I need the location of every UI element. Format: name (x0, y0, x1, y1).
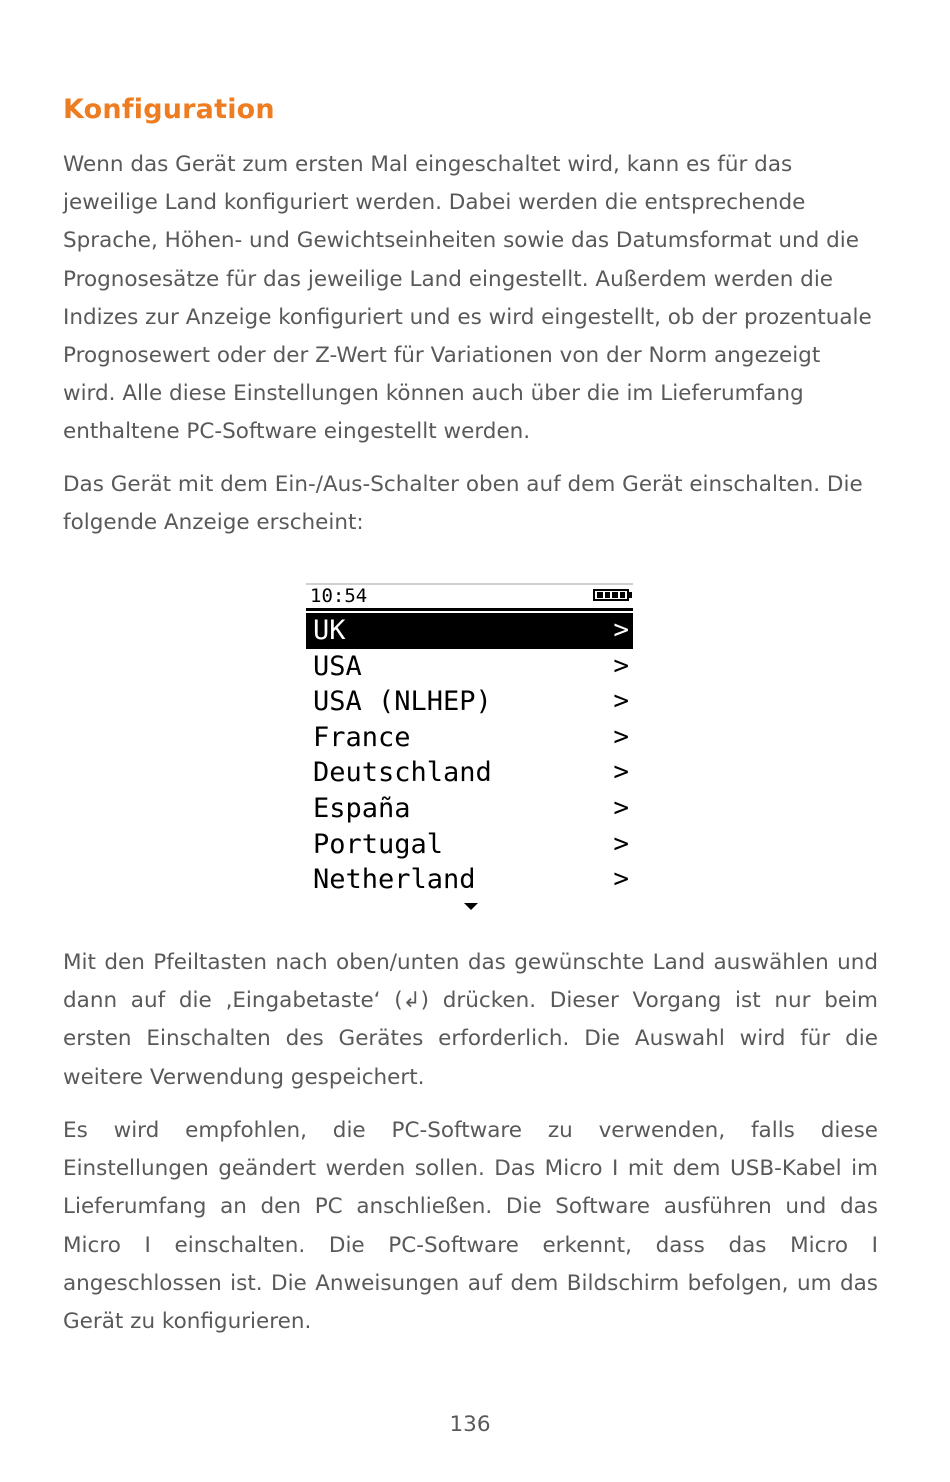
pc-software-paragraph: Es wird empfohlen, die PC-Software zu verwenden, falls diese Einstellungen geändert werden sollen. Das Micro I mit dem USB-Kabel im Lieferumfang an den PC anschließen. Die Software ausführen und das Micro I einschalten. Die PC-Software erkennt, dass das Micro I angeschlossen ist. Die Anweisungen auf dem Bildschirm befolgen, um das Gerät zu konfigurieren. (63, 1118, 878, 1335)
selection-instructions-paragraph (63, 944, 878, 1097)
country-menu-item[interactable] (306, 755, 633, 791)
scroll-down-arrow-icon (464, 903, 478, 910)
country-name: Deutschland (313, 757, 492, 789)
page-number: 136 (449, 1412, 491, 1437)
country-menu-item[interactable] (306, 613, 633, 649)
clock-display: 10:54 (310, 585, 368, 607)
chevron-right-icon: > (613, 721, 629, 752)
chevron-right-icon: > (613, 828, 629, 859)
instructions-text-end: ) drücken. Dieser Vorgang ist nur beim ersten Einschalten des Gerätes erforderlich. Die Auswahl wird für die weitere Verwendung gespeichert. (63, 988, 878, 1090)
country-name: UK (313, 615, 346, 646)
country-menu-item[interactable] (306, 827, 633, 863)
country-name: France (313, 721, 411, 753)
country-menu-item[interactable] (306, 684, 633, 720)
intro-paragraph: Wenn das Gerät zum ersten Mal eingeschaltet wird, kann es für das jeweilige Land konfiguriert werden. Dabei werden die entsprechende Sprache, Höhen- und Gewichtseinheiten sowie das Datumsformat und die Prognosesätze für das jeweilige Land eingestellt. Außerdem werden die Indizes zur Anzeige konfiguriert und es wird eingestellt, ob der prozentuale Prognosewert oder der Z-Wert für Variationen von der Norm angezeigt wird. Alle diese Einstellungen können auch über die im Lieferumfang enthaltene PC-Software eingestellt werden. (63, 152, 872, 445)
chevron-right-icon: > (613, 686, 629, 717)
section-heading: Konfiguration (63, 94, 275, 125)
chevron-right-icon: > (613, 650, 629, 681)
country-name: USA (313, 650, 362, 682)
country-menu-item[interactable] (306, 720, 633, 756)
country-name: Portugal (313, 828, 444, 860)
status-bar-divider (306, 608, 633, 611)
country-name: España (313, 792, 411, 824)
power-on-paragraph: Das Gerät mit dem Ein-/Aus-Schalter oben auf dem Gerät einschalten. Die folgende Anzeige erscheint: (63, 472, 863, 536)
chevron-right-icon: > (613, 615, 629, 645)
device-screen (306, 583, 633, 915)
battery-full-icon (593, 589, 629, 601)
chevron-right-icon: > (613, 792, 629, 823)
country-menu-item[interactable] (306, 862, 633, 898)
instructions-text-start: Mit den Pfeiltasten nach oben/unten das gewünschte Land auswählen und dann auf die ‚Eingabetaste‘ ( (63, 950, 878, 1014)
country-name: USA (NLHEP) (313, 686, 492, 718)
country-name: Netherland (313, 864, 476, 896)
chevron-right-icon: > (613, 864, 629, 895)
country-menu (306, 613, 633, 898)
chevron-right-icon: > (613, 757, 629, 788)
country-menu-item[interactable] (306, 649, 633, 685)
enter-key-icon: ↲ (402, 988, 421, 1014)
battery-tip (629, 592, 632, 598)
country-menu-item[interactable] (306, 791, 633, 827)
